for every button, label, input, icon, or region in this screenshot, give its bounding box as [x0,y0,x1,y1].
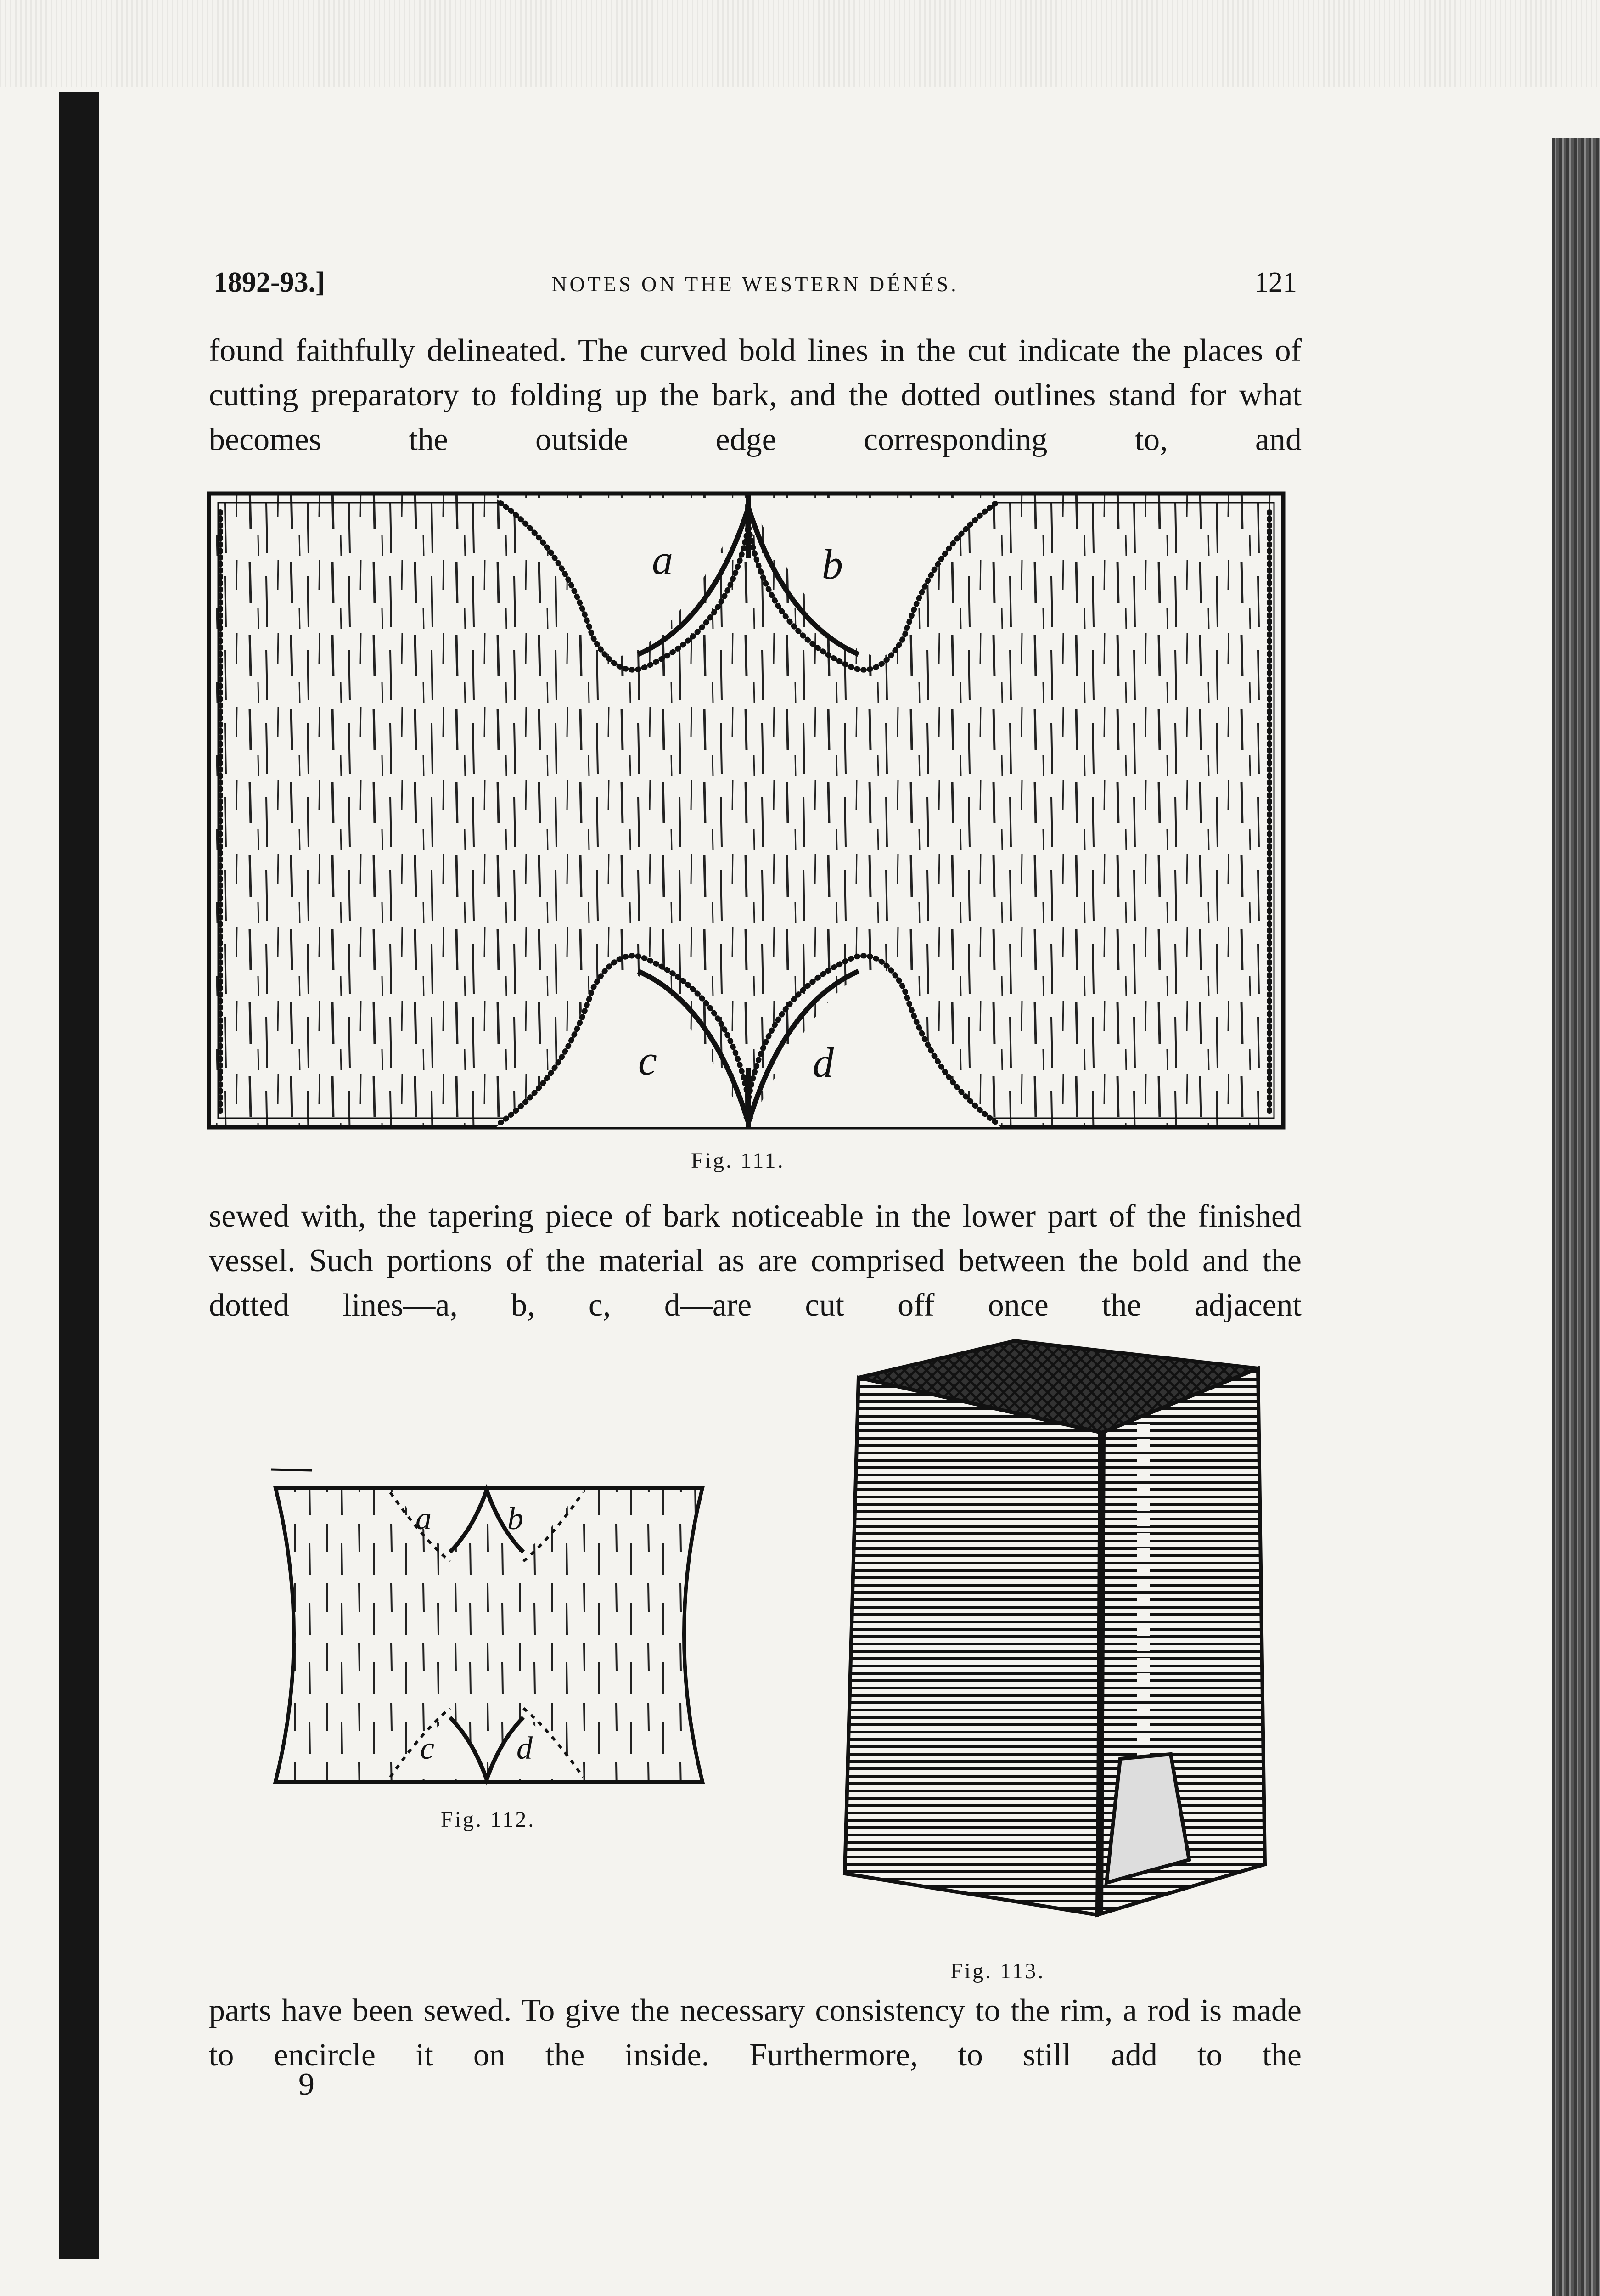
figure-113-caption: Fig. 113. [950,1959,1045,1983]
page-edge-texture-top [0,0,1600,87]
fig112-label-c: c [420,1731,435,1766]
running-header [213,266,1297,308]
fig111-label-b: b [822,541,843,588]
paragraph-3: parts have been sewed. To give the necessary consistency to the rim, a rod is made to encircle it on the inside. Furthermore, to still add to the [209,1993,1302,2073]
paragraph-1: found faithfully delineated. The curved bold lines in the cut indicate the places of cutting preparatory to folding up the bark, and the dotted outlines stand for what becomes the outside edge corresponding to, and [209,333,1302,457]
figure-111 [202,484,1295,1141]
basket-seam [1100,1433,1102,1915]
bark-sheet-outline [209,494,1283,1127]
fig111-label-d: d [813,1039,834,1086]
fig112-sheet-outline [275,1488,702,1782]
figure-111-caption: Fig. 111. [691,1148,785,1173]
fig112-label-b: b [507,1501,523,1536]
paragraph-2: sewed with, the tapering piece of bark noticeable in the lower part of the finished vessel. Such portions of the material as are comprised between the bold and the dotted lines—a, b, c, d—are cut off once the adjacent [209,1199,1302,1323]
fig111-label-a: a [652,536,673,583]
book-spine-shadow-left [59,92,99,2259]
header-year: 1892-93.] [213,267,325,298]
signature-number: 9 [298,2067,314,2102]
page-edges-right [1552,138,1600,2296]
header-title: NOTES ON THE WESTERN DÉNÉS. [551,272,959,296]
figure-112 [257,1460,716,1800]
figure-113 [822,1332,1281,1929]
fig112-label-a: a [415,1501,432,1536]
fig112-top-rule [271,1469,312,1470]
fig112-label-d: d [516,1731,533,1766]
header-page-number: 121 [1254,267,1297,298]
figure-112-caption: Fig. 112. [441,1807,536,1832]
fig111-label-c: c [638,1037,657,1084]
basket-left-face [845,1378,1102,1915]
